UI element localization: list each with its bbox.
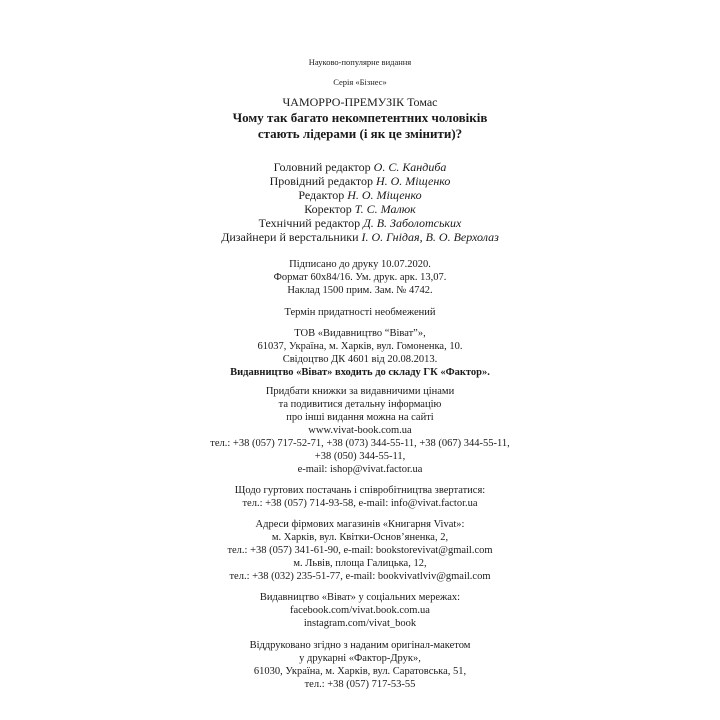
book-title-line-1: Чому так багато некомпетентних чоловіків xyxy=(232,110,488,125)
stores-line: м. Львів, площа Галицька, 12, xyxy=(293,558,427,569)
print-info-line: Формат 60х84/16. Ум. друк. арк. 13,07. xyxy=(273,272,447,283)
publisher-line: ТОВ «Видавництво “Віват”», xyxy=(294,328,426,339)
printing-line: Віддруковано згідно з наданим оригінал-макетом xyxy=(249,640,471,651)
buy-info-line: e-mail: ishop@vivat.factor.ua xyxy=(297,464,423,475)
social-line: instagram.com/vivat_book xyxy=(303,618,417,629)
buy-info-line: тел.: +38 (057) 717-52-71, +38 (073) 344-55-11, +38 (067) 344-55-11, xyxy=(210,438,510,449)
book-title-line-2: стають лідерами (і як це змінити)? xyxy=(257,126,463,141)
buy-info-line: Придбати книжки за видавничими цінами xyxy=(265,386,455,397)
shelf-life: Термін придатності необмежений xyxy=(284,307,436,318)
editor-line: Редактор Н. О. Міщенко xyxy=(298,188,422,202)
printing-line: тел.: +38 (057) 717-53-55 xyxy=(304,679,416,690)
book-author: ЧАМОРРО-ПРЕМУЗІК Томас xyxy=(282,95,438,109)
stores-line: тел.: +38 (032) 235-51-77, e-mail: bookvivatlviv@gmail.com xyxy=(229,571,491,582)
publisher-line: Свідоцтво ДК 4601 від 20.08.2013. xyxy=(282,354,438,365)
social-line: Видавництво «Віват» у соціальних мережах: xyxy=(259,592,461,603)
buy-info-line: та подивитися детальну інформацію xyxy=(278,399,442,410)
print-info-line: Підписано до друку 10.07.2020. xyxy=(289,259,431,270)
buy-info-line: про інші видання можна на сайті xyxy=(286,412,434,423)
print-info-line: Наклад 1500 прим. Зам. № 4742. xyxy=(287,285,433,296)
editor-line: Головний редактор О. С. Кандиба xyxy=(273,160,447,174)
buy-info-line: +38 (050) 344-55-11, xyxy=(314,451,406,462)
stores-line: м. Харків, вул. Квітки-Основ’яненка, 2, xyxy=(271,532,449,543)
wholesale-line: Щодо гуртових постачань і співробітництва звертатися: xyxy=(234,485,486,496)
editor-line: Провідний редактор Н. О. Міщенко xyxy=(269,174,451,188)
printing-line: у друкарні «Фактор-Друк», xyxy=(299,653,421,664)
publisher-group-note: Видавництво «Віват» входить до складу ГК «Фактор». xyxy=(230,367,490,378)
buy-info-line: www.vivat-book.com.ua xyxy=(308,425,412,436)
edition-type: Науково-популярне видання xyxy=(308,57,412,67)
wholesale-line: тел.: +38 (057) 714-93-58, e-mail: info@vivat.factor.ua xyxy=(242,498,478,509)
printing-line: 61030, Україна, м. Харків, вул. Саратовська, 51, xyxy=(253,666,467,677)
editor-line: Коректор Т. С. Малюк xyxy=(304,202,416,216)
publisher-line: 61037, Україна, м. Харків, вул. Гомоненка, 10. xyxy=(257,341,463,352)
series-label: Серія «Бізнес» xyxy=(333,77,387,87)
stores-line: Адреси фірмових магазинів «Книгарня Vivat»: xyxy=(255,519,465,530)
social-line: facebook.com/vivat.book.com.ua xyxy=(290,605,430,616)
stores-line: тел.: +38 (057) 341-61-90, e-mail: bookstorevivat@gmail.com xyxy=(227,545,493,556)
editor-line: Дизайнери й верстальники І. О. Гнідая, В. О. Верхолаз xyxy=(221,230,499,244)
editor-line: Технічний редактор Д. В. Заболотських xyxy=(258,216,462,230)
